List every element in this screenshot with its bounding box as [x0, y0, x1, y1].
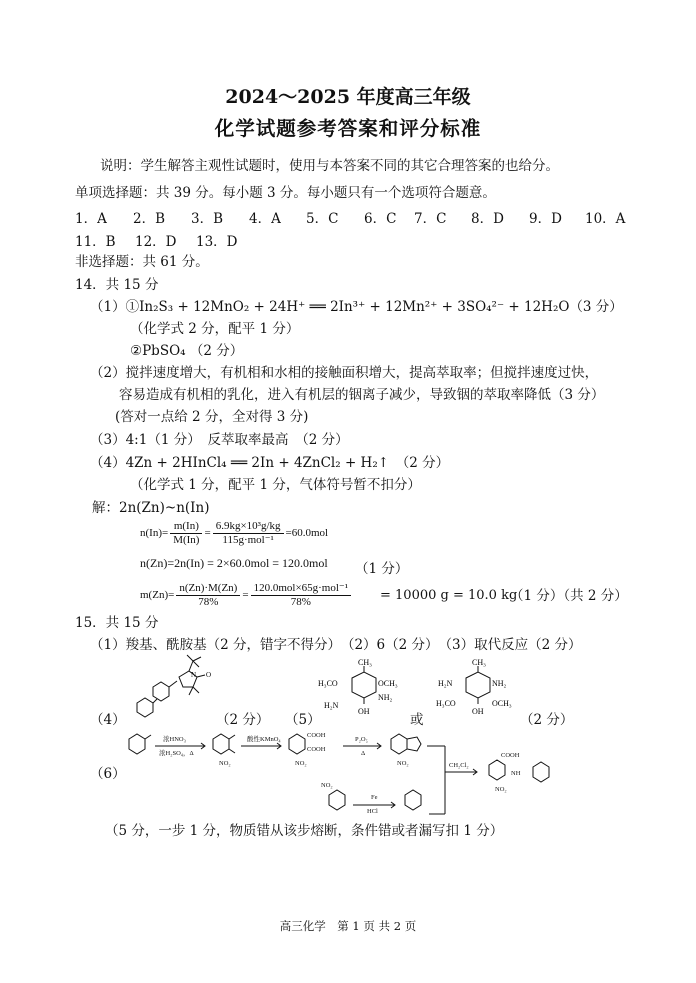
answer-6: 6．C [364, 211, 397, 227]
anhydride-icon [391, 734, 407, 754]
q15-1-3: （1）羧基、酰胺基（2 分，错字不得分） （2）6（2 分） （3）取代反应（2 分） [90, 637, 582, 653]
fraction-mass-value [213, 520, 284, 547]
no2-label: NO₂ [495, 786, 507, 793]
reagent-kmno4: 酸性KMnO₄ [247, 736, 281, 743]
q14-4-equation: （4）4Zn + 2HInCl₄ ══ 2In + 4ZnCl₂ + H₂↑ （2 分） [90, 455, 450, 471]
oh-label: OH [358, 707, 370, 716]
frac-num: n(Zn)·M(Zn) [176, 582, 240, 596]
h2n-label: H₂N [438, 679, 453, 688]
h3co-label: H₃CO [436, 699, 456, 708]
no2-label: NO₂ [397, 760, 409, 767]
frac-num: m(In) [170, 520, 202, 534]
frac-den: M(In) [173, 534, 200, 546]
q14-1-note: （化学式 2 分，配平 1 分） [130, 321, 300, 337]
answer-8: 8．D [471, 211, 504, 227]
product-icon [489, 760, 505, 780]
q14-3: （3）4:1（1 分） 反萃取率最高 （2 分） [90, 432, 349, 448]
reagent-heat: Δ [361, 750, 366, 757]
h2n-label: H₂N [324, 701, 339, 710]
nitrophthalic-acid-icon [289, 734, 305, 754]
h3co-label: H₃CO [318, 679, 338, 688]
o-xylene-icon [129, 734, 145, 754]
nh2-label: NH₂ [492, 679, 507, 688]
structure-q5b-icon [432, 660, 532, 722]
calc-m-zn-result: = 10000 g = 10.0 kg [380, 588, 518, 603]
answer-2: 2．B [133, 211, 166, 227]
structure-q4-icon [115, 655, 225, 725]
lower-nitro-icon [329, 790, 345, 810]
q15-6-label: （6） [90, 766, 126, 782]
q15-6-score-note: （5 分，一步 1 分，物质错从该步熔断，条件错或者漏写扣 1 分） [105, 823, 504, 839]
calc-m-zn-lhs: m(Zn)= [140, 589, 175, 602]
nitro-xylene-icon [213, 734, 229, 754]
o-label: O [206, 671, 212, 679]
answer-1: 1．A [75, 211, 107, 227]
answer-13: 13．D [196, 234, 238, 250]
reagent-hcl: HCl [367, 808, 378, 815]
cooh-label-2: COOH [307, 746, 326, 753]
q15-4-label: （4） [90, 712, 126, 728]
och3-label: OCH₃ [492, 699, 512, 708]
reagent-h2so4: 浓H₂SO₄，Δ [159, 750, 194, 757]
main-title: 化学试题参考答案和评分标准 [214, 117, 482, 140]
frac-num: 6.9kg×10³g/kg [213, 520, 284, 534]
answer-9: 9．D [529, 211, 562, 227]
reagent-hno3: 浓HNO₃ [163, 736, 186, 743]
answer-4: 4．A [249, 211, 281, 227]
calc-n-in-lhs: n(In)= [140, 527, 169, 540]
cooh-label-3: COOH [501, 752, 520, 759]
answer-11: 11．B [75, 234, 116, 250]
dimethylaniline-icon [405, 790, 421, 810]
q15-5-label: （5） [285, 712, 321, 728]
frac-den: 115g·mol⁻¹ [222, 534, 274, 546]
fraction-m-over-M [170, 520, 202, 547]
calc-n-zn: n(Zn)=2n(In) = 2×60.0mol = 120.0mol [140, 556, 328, 570]
nh2-label: NH₂ [378, 693, 393, 702]
q14-solution-label: 解：2n(Zn)~n(In) [92, 500, 210, 516]
calc-line-1: n(In)= $\frac{m(In)}{M(In)}$ = $\frac{\text{6.9kg×10³g/kg}}{\text{115g·mol⁻¹}}$ =60.0mol [140, 520, 329, 546]
intro-note: 说明：学生解答主观性试题时，使用与本答案不同的其它合理答案的也给分。 [100, 158, 559, 174]
q14-4-note: （化学式 1 分，配平 1 分，气体符号暂不扣分） [130, 477, 421, 493]
non-choice-heading: 非选择题：共 61 分。 [75, 254, 209, 270]
structure-q5a-icon [312, 660, 412, 722]
synthesis-route-diagram [115, 727, 595, 832]
no2-label: NO₂ [219, 760, 231, 767]
fraction-nM-over-yield [176, 582, 240, 609]
no2-label: NO₂ [295, 760, 307, 767]
q14-2-line2: 容易造成有机相的乳化，进入有机层的铟离子减少，导致铟的萃取率降低（3 分） [119, 387, 605, 403]
reagent-fe: Fe [371, 794, 378, 801]
answer-3: 3．B [191, 211, 224, 227]
ch3-label: CH₃ [472, 658, 486, 667]
answer-10: 10．A [585, 211, 626, 227]
calc-n-in-result: =60.0mol [285, 527, 329, 540]
q14-1-equation: （1）①In₂S₃ + 12MnO₂ + 24H⁺ ══ 2In³⁺ + 12Mn²⁺ + 3SO₄²⁻ + 12H₂O（3 分） [90, 299, 623, 315]
reagent-ch2cl2: CH₂Cl₂ [449, 762, 469, 769]
q14-2-line3: (答对一点给 2 分，全对得 3 分) [115, 409, 309, 425]
page-footer: 高三化学 第 1 页 共 2 页 [279, 919, 417, 933]
frac-num: 120.0mol×65g·mol⁻¹ [251, 582, 351, 596]
cooh-label-1: COOH [307, 732, 326, 739]
answer-12: 12．D [135, 234, 177, 250]
no2-label: NO₂ [321, 782, 333, 789]
oh-label: OH [472, 707, 484, 716]
year-title: 2024～2025 年度高三年级 [225, 86, 471, 108]
calc-line-2 [140, 556, 328, 571]
q15-5-or: 或 [410, 712, 424, 728]
ch3-label: CH₃ [358, 658, 372, 667]
answer-7: 7．C [414, 211, 447, 227]
q14-heading: 14．共 15 分 [75, 277, 159, 293]
reagent-p2o5: P₂O₅ [355, 736, 368, 743]
answer-5: 5．C [306, 211, 339, 227]
calc-line-2-score: （1 分） [355, 561, 409, 577]
q15-4-score: （2 分） [216, 712, 270, 728]
calc-line-3: m(Zn)= $\frac{n(Zn)\cdot M(Zn)}{78\%}$ = $\frac{\text{120.0mol×65g·mol⁻¹}}{78\%}$ [140, 582, 353, 609]
q14-1-2: ②PbSO₄ （2 分） [130, 343, 244, 359]
calc-line-3-score: （1 分）（共 2 分） [510, 588, 628, 604]
nh-label: NH [511, 770, 521, 777]
n-label: N [191, 671, 197, 679]
single-choice-heading: 单项选择题：共 39 分。每小题 3 分。每小题只有一个选项符合题意。 [75, 185, 496, 201]
q15-5-score: （2 分） [520, 712, 574, 728]
q14-2-line1: （2）搅拌速度增大，有机相和水相的接触面积增大，提高萃取率；但搅拌速度过快， [90, 365, 599, 381]
frac-den: 78% [198, 596, 219, 608]
q15-heading: 15．共 15 分 [75, 615, 159, 631]
och3-label: OCH₃ [378, 679, 398, 688]
frac-den: 78% [290, 596, 311, 608]
fraction-value-over-yield [251, 582, 351, 609]
